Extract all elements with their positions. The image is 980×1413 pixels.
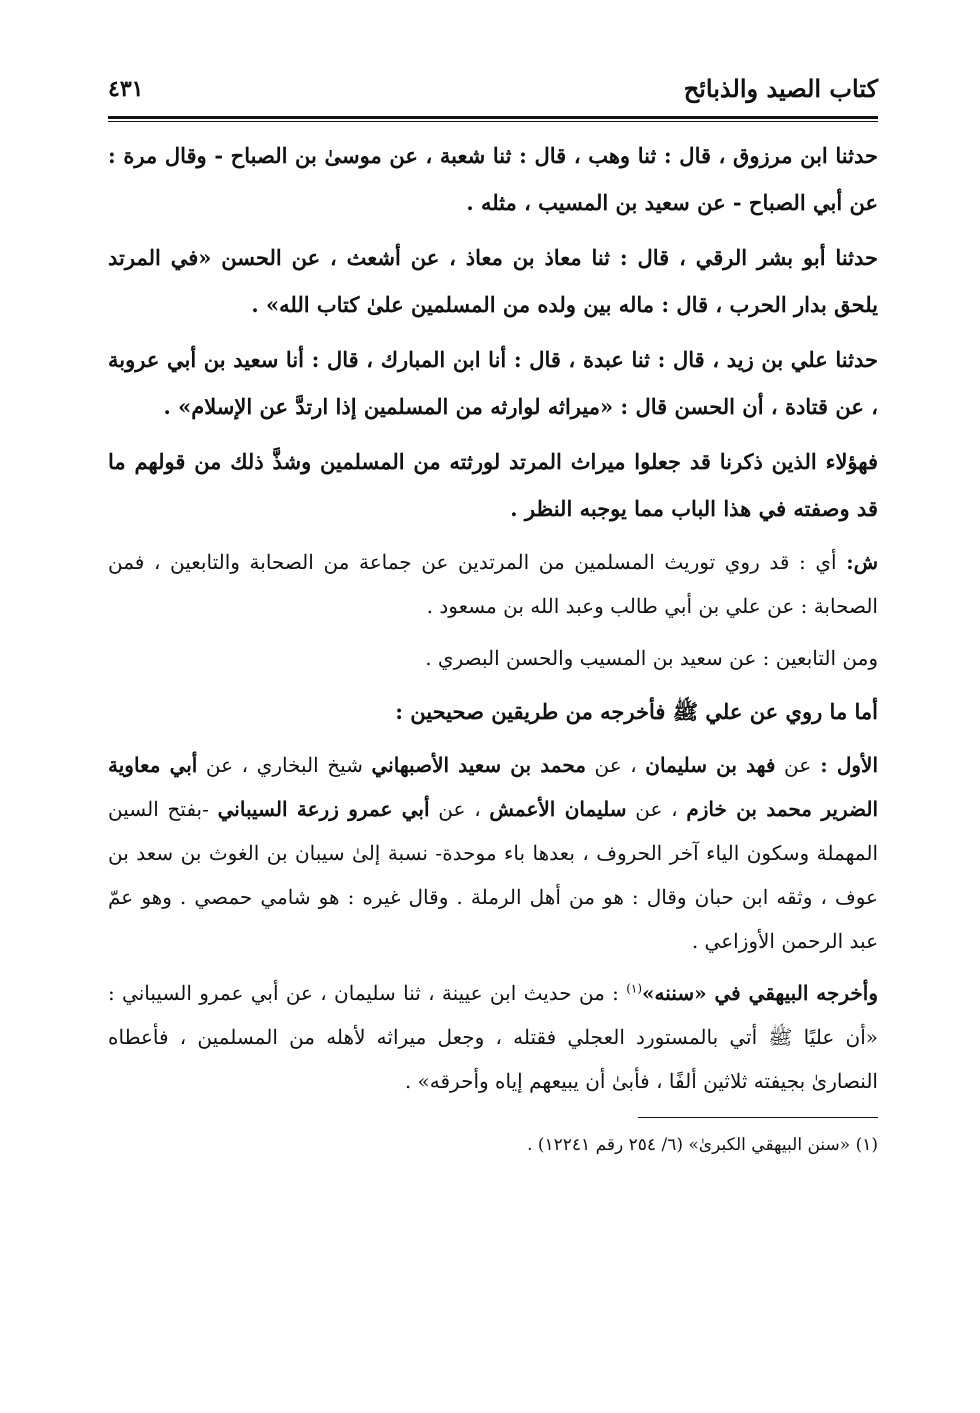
narrator-name: سليمان الأعمش	[489, 797, 627, 821]
chapter-title: كتاب الصيد والذبائح	[683, 74, 878, 103]
text-paragraph	[108, 743, 878, 963]
text-run: ، عن	[585, 753, 646, 777]
header-rule-thick	[108, 116, 878, 119]
section-heading: أما ما روي عن علي ﷺ فأخرجه من طريقين صحيحين :	[395, 699, 878, 724]
quote-paragraph: حدثنا ابن مرزوق ، قال : ثنا وهب ، قال : ثنا شعبة ، عن موسىٰ بن الصباح - وقال مرة : عن أبي الصباح - عن سعيد بن المسيب ، مثله .	[108, 143, 878, 215]
page-header	[108, 70, 878, 116]
narrator-name: أبي معاوية الضرير محمد بن خازم	[108, 753, 879, 821]
footnote-ref[interactable]: (١)	[626, 981, 643, 996]
page-body	[108, 122, 878, 1162]
narrator-name: أبي عمرو زرعة السيباني	[217, 797, 430, 821]
sharh-paragraph	[108, 540, 878, 628]
text-run: : من حديث ابن عيينة ، ثنا سليمان ، عن أبي عمرو السيباني : «أن عليًا ﷺ أتي بالمستورد العجلي فقتله ، وجعل ميراثه لأهله من المسلمين ، فأعطاه النصارىٰ بجيفته ثلاثين ألفًا ، فأبىٰ أن يبيعهم إياه وأحرقه» .	[108, 981, 879, 1093]
narrator-name: محمد بن سعيد الأصبهاني	[371, 753, 586, 777]
text-paragraph	[108, 971, 878, 1103]
sharh-text: أي : قد روي توريث المسلمين من المرتدين عن جماعة من الصحابة والتابعين ، فمن الصحابة : عن علي بن أبي طالب وعبد الله بن مسعود .	[108, 550, 878, 618]
text-run: -بفتح السين المهملة وسكون الياء آخر الحروف ، بعدها باء موحدة- نسبة إلىٰ سيبان بن الغوث بن سعد بن عوف ، وثقه ابن حبان وقال : هو من أهل الرملة . وقال غيره : هو شامي حمصي . وهو عمّ عبد الرحمن الأوزاعي .	[108, 797, 878, 953]
text-run: الأول :	[811, 753, 879, 777]
book-page	[108, 70, 878, 1162]
text-run: شيخ البخاري ، عن	[197, 753, 372, 777]
page-number: ٤٣١	[108, 76, 144, 102]
sharh-marker: ش:	[846, 550, 878, 574]
quote-paragraph: حدثنا أبو بشر الرقي ، قال : ثنا معاذ بن معاذ ، عن أشعث ، عن الحسن «في المرتد يلحق بدار الحرب ، قال : ماله بين ولده من المسلمين علىٰ كتاب الله» .	[108, 245, 878, 317]
footnote-rule	[638, 1117, 878, 1118]
footnote: (١) «سنن البيهقي الكبرىٰ» (٦/ ٢٥٤ رقم ١٢٢٤١) .	[527, 1135, 878, 1155]
text-run: ، عن	[429, 797, 490, 821]
narrator-name: فهد بن سليمان	[645, 753, 776, 777]
quote-paragraph: حدثنا علي بن زيد ، قال : ثنا عبدة ، قال : أنا ابن المبارك ، قال : أنا سعيد بن أبي عروبة ، عن قتادة ، أن الحسن قال : «ميراثه لوارثه من المسلمين إذا ارتدَّ عن الإسلام» .	[108, 347, 878, 419]
text-run: ، عن	[626, 797, 687, 821]
quote-paragraph: فهؤلاء الذين ذكرنا قد جعلوا ميراث المرتد لورثته من المسلمين وشذَّ ذلك من قولهم ما قد وصفته في هذا الباب مما يوجبه النظر .	[108, 449, 878, 521]
text-run: وأخرجه البيهقي في «سننه»	[642, 981, 878, 1005]
text-run: عن	[775, 753, 812, 777]
text-paragraph: ومن التابعين : عن سعيد بن المسيب والحسن البصري .	[425, 646, 878, 670]
